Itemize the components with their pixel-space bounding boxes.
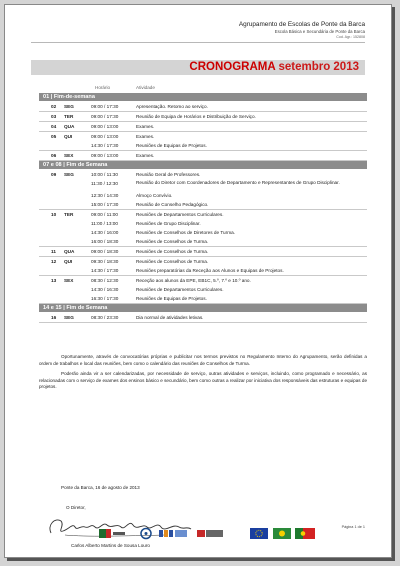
activity-text: Reunião Geral de Professores. (136, 172, 201, 177)
activity-text: Reuniões de Conselhos de Turma. (136, 239, 209, 244)
activity-text: Reunião do Diretor com Coordenadores de Departamento e Representantes de Grupo Disciplinar. (136, 180, 340, 185)
activity-text: Reunião de Equipa de Horários e Distribuição de Serviço. (136, 114, 256, 119)
time-range: 09:00 / 17:30 (91, 104, 119, 109)
schedule-entry (39, 151, 367, 160)
activity-text: Dia normal de atividades letivas. (136, 315, 204, 320)
schedule-entry (39, 228, 367, 237)
schedule-entry (39, 200, 367, 209)
schedule-entry (39, 141, 367, 150)
day-number: 03 (51, 114, 57, 119)
weekday: SEX (64, 153, 74, 158)
activity-text: Reuniões de Grupo Disciplinar. (136, 221, 201, 226)
schedule-entry (39, 112, 367, 121)
weekday: QUA (64, 124, 75, 129)
section-header: 07 e 08 | Fim de Semana (39, 161, 367, 170)
schedule-entry (39, 132, 367, 141)
weekday: QUA (64, 249, 75, 254)
time-range: 11:30 / 12:30 (91, 181, 119, 186)
activity-text: Exames. (136, 134, 155, 139)
section-header: 01 | Fim-de-semana (39, 93, 367, 102)
schedule-entry (39, 170, 367, 179)
weekday: SEX (64, 278, 74, 283)
day-number: 02 (51, 104, 57, 109)
school-name: Escola Básica e Secundária de Ponte da Barca (274, 29, 365, 34)
weekday: SEG (64, 315, 74, 320)
weekday: QUI (64, 134, 73, 139)
time-range: 08:30 / 23:30 (91, 315, 119, 320)
document-page (4, 4, 392, 558)
organization-name: Agrupamento de Escolas de Ponte da Barca (238, 21, 365, 28)
schedule-row (39, 170, 367, 210)
day-number: 10 (51, 212, 57, 217)
pop-h-logo-icon (159, 527, 187, 540)
schedule-entry (39, 247, 367, 256)
day-number: 13 (51, 278, 57, 283)
schedule-entry (39, 191, 367, 200)
director-label: O Diretor, (66, 505, 86, 510)
note-paragraph: Oportunamente, através de convocatórias próprias e publicitar nos termos previstos no Regulamento Interno do Agrupamento, serão definidas a ordem de trabalhos e local das reuniões, bem como o calendário das reuniões de Conselhos de Turma. (39, 354, 367, 366)
schedule-row (39, 210, 367, 247)
activity-text: Reunião de Conselho Pedagógico. (136, 202, 209, 207)
time-range: 14:30 / 16:30 (91, 287, 119, 292)
activity-text: Reuniões de Departamentos Curriculares. (136, 287, 224, 292)
activity-text: Reuniões de Equipas de Projetos. (136, 296, 207, 301)
day-number: 05 (51, 134, 57, 139)
schedule-entry (39, 210, 367, 219)
weekday: TER (64, 114, 74, 119)
schedule-entry (39, 285, 367, 294)
school-code: Cod. Agr.: 152808 (336, 35, 365, 39)
activity-text: Apresentação. Retomo ao serviço. (136, 104, 208, 109)
time-range: 09:00 / 13:00 (91, 134, 119, 139)
eu-funds-logo-icon (273, 527, 291, 540)
schedule-row (39, 102, 367, 112)
time-range: 15:00 / 17:30 (91, 202, 119, 207)
activity-text: Reuniões de Departamentos Curriculares. (136, 212, 224, 217)
schedule-row (39, 132, 367, 151)
schedule-row (39, 276, 367, 304)
activity-text: Exames. (136, 124, 155, 129)
day-number: 11 (51, 249, 56, 254)
page-number: Página 1 de 1 (341, 525, 365, 529)
schedule-entry (39, 276, 367, 285)
time-range: 14:30 / 16:00 (91, 230, 119, 235)
section-header: 14 e 15 | Fim de Semana (39, 304, 367, 313)
weekday: SEG (64, 172, 74, 177)
time-range: 11:00 / 13:00 (91, 221, 119, 226)
signer-name: Carlos Alberto Martins de Sousa Louro (71, 543, 150, 548)
header-divider (31, 42, 365, 43)
time-range: 09:00 / 13:00 (91, 153, 119, 158)
activity-text: Reuniões de Equipas de Projetos. (136, 143, 207, 148)
schedule-table (39, 93, 367, 323)
day-number: 16 (51, 315, 57, 320)
time-range: 09:30 / 18:30 (91, 259, 119, 264)
letterhead (239, 21, 365, 40)
government-logo-icon (99, 527, 125, 540)
notes (39, 354, 367, 395)
schedule-entry (39, 122, 367, 131)
agency-logo-icon (139, 527, 153, 540)
activity-text: Reuniões de Conselhos de Turma. (136, 249, 209, 254)
schedule-row (39, 112, 367, 122)
activity-text: Reuniões de Conselhos de Diretores de Turma. (136, 230, 236, 235)
weekday: QUI (64, 259, 73, 264)
title-month: setembro 2013 (278, 61, 359, 73)
time-range: 09:00 / 17:30 (91, 114, 119, 119)
day-number: 12 (51, 259, 57, 264)
schedule-row (39, 313, 367, 323)
time-range: 09:00 / 13:00 (91, 124, 119, 129)
schedule-entry (39, 294, 367, 303)
activity-text: Exames. (136, 153, 155, 158)
day-number: 04 (51, 124, 57, 129)
footer-logos (99, 527, 365, 541)
time-range: 09:00 / 11:00 (91, 212, 119, 217)
activity-text: Reuniões de Conselhos de Turma. (136, 259, 209, 264)
column-header-time: Horário (95, 85, 111, 90)
time-range: 16:00 / 18:30 (91, 239, 119, 244)
activity-text: Receção aos alunos da EPE, EB1C, 5.º, 7.º e 10.º ano. (136, 278, 251, 283)
schedule-row (39, 247, 367, 257)
column-header-activity: Atividade (136, 85, 155, 90)
qren-logo-icon (197, 527, 223, 540)
schedule-row (39, 151, 367, 161)
time-range: 14:30 / 17:30 (91, 268, 119, 273)
time-range: 16:30 / 17:30 (91, 296, 119, 301)
schedule-entry (39, 266, 367, 275)
day-number: 06 (51, 153, 57, 158)
weekday: TER (64, 212, 74, 217)
schedule-entry (39, 237, 367, 246)
weekday: SEG (64, 104, 74, 109)
schedule-entry (39, 313, 367, 322)
place-date: Ponte da Barca, 16 de agosto de 2013 (61, 485, 140, 490)
note-paragraph: Poderão ainda vir a ser calendarizadas, por necessidade de serviço, outras atividades e serviços, incluindo, como programado e necessário, as relacionadas com o serviço de exames dos ensinos básico e secundário, bem como outras a realizar por iniciativa dos responsáveis das estruturas e equipas de projetos. (39, 371, 367, 390)
activity-text: Almoço Convívio. (136, 193, 173, 198)
schedule-entry (39, 102, 367, 111)
time-range: 10:00 / 11:30 (91, 172, 119, 177)
activity-text: Reuniões preparatórias da Receção aos Alunos e Equipas de Projetos. (136, 268, 284, 273)
time-range: 08:30 / 12:30 (91, 278, 119, 283)
eu-flag-icon (250, 527, 268, 540)
schedule-row (39, 257, 367, 276)
schedule-entry (39, 219, 367, 228)
day-number: 09 (51, 172, 57, 177)
time-range: 14:30 / 17:30 (91, 143, 119, 148)
time-range: 09:00 / 18:30 (91, 249, 119, 254)
time-range: 12:30 / 14:30 (91, 193, 119, 198)
title-main: CRONOGRAMA (189, 61, 276, 73)
schedule-entry (39, 179, 367, 191)
portugal-flag-icon (295, 527, 315, 540)
schedule-row (39, 122, 367, 132)
title-bar (31, 60, 365, 75)
schedule-entry (39, 257, 367, 266)
